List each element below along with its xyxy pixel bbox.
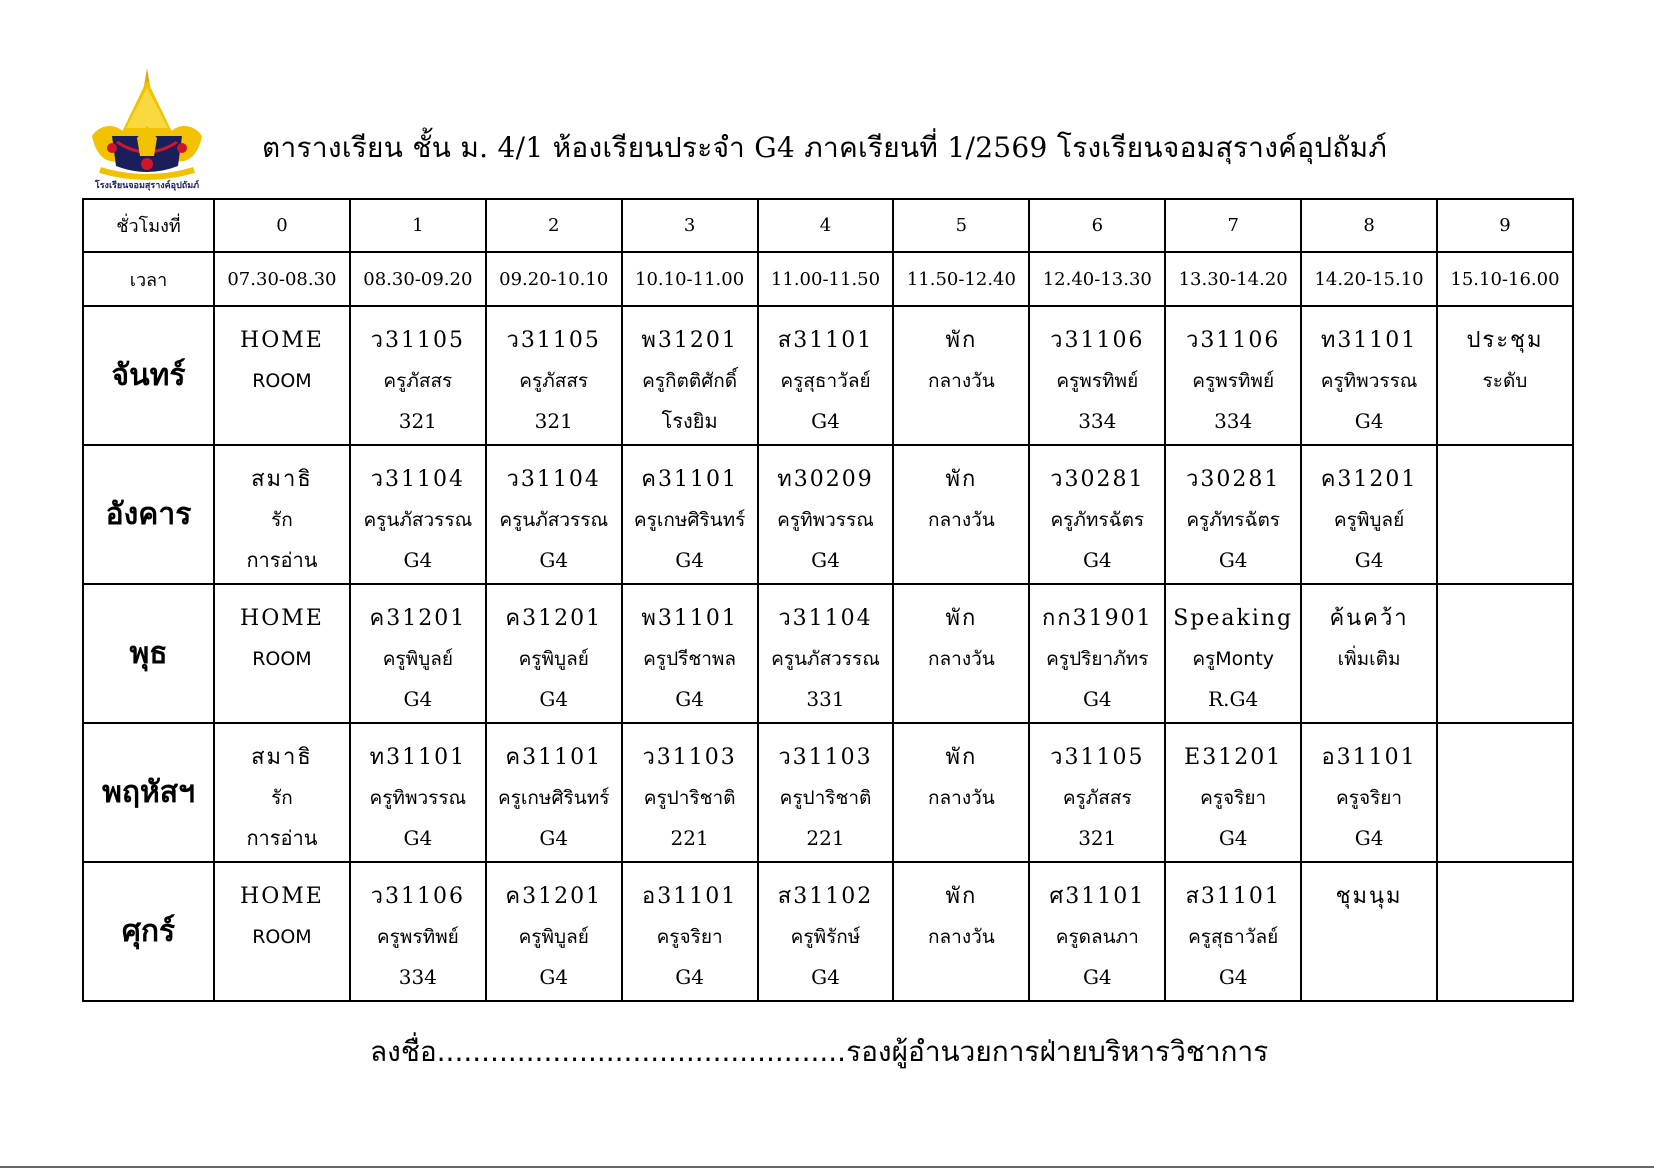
teacher-name — [1438, 778, 1572, 818]
subject-code: ส31102 — [777, 884, 874, 909]
day-label: พฤหัสฯ — [83, 723, 214, 862]
subject-code: พ31201 — [641, 328, 738, 353]
teacher-name: ครูภัสสร — [1062, 787, 1132, 809]
subject-code — [1438, 599, 1572, 639]
schedule-cell — [893, 862, 1029, 1001]
schedule-cell — [1165, 445, 1301, 584]
teacher-name: กลางวัน — [928, 926, 995, 948]
day-row — [83, 584, 1573, 723]
room-number: G4 — [1218, 548, 1248, 572]
room-number — [1438, 957, 1572, 997]
teacher-name — [1438, 639, 1572, 679]
room-number — [1438, 818, 1572, 858]
teacher-name: ครูพรทิพย์ — [1056, 370, 1139, 392]
room-number: G4 — [1082, 687, 1112, 711]
room-number: 334 — [398, 965, 437, 989]
teacher-name: ครูMonty — [1192, 648, 1275, 670]
room-number — [215, 401, 349, 441]
schedule-cell — [214, 445, 350, 584]
room-number: 221 — [670, 826, 709, 850]
teacher-name: ครูจริยา — [1200, 787, 1267, 809]
time-range: 12.40-13.30 — [1029, 252, 1165, 306]
teacher-name: กลางวัน — [928, 787, 995, 809]
room-number: G4 — [1082, 965, 1112, 989]
schedule-cell — [1029, 584, 1165, 723]
schedule-cell — [758, 862, 894, 1001]
teacher-name: ครูภัสสร — [383, 370, 453, 392]
subject-code: พ31101 — [641, 606, 738, 631]
schedule-cell — [1437, 862, 1573, 1001]
teacher-name: ครูจริยา — [656, 926, 723, 948]
teacher-name: ครูปาริชาติ — [779, 787, 872, 809]
day-row — [83, 445, 1573, 584]
subject-code: ค31201 — [505, 884, 603, 909]
schedule-cell — [1301, 445, 1437, 584]
schedule-cell — [1165, 723, 1301, 862]
day-label: พุธ — [83, 584, 214, 723]
subject-code: ว31106 — [1050, 328, 1145, 353]
teacher-name: ROOM — [252, 370, 312, 392]
room-number: G4 — [539, 687, 569, 711]
subject-code: กก31901 — [1041, 606, 1153, 631]
schedule-cell — [758, 445, 894, 584]
schedule-cell — [758, 723, 894, 862]
hour-number: 0 — [214, 199, 350, 252]
room-number: 331 — [806, 687, 845, 711]
schedule-cell — [350, 306, 486, 445]
svg-text:โรงเรียนจอมสุรางค์อุปถัมภ์: โรงเรียนจอมสุรางค์อุปถัมภ์ — [94, 181, 200, 191]
subject-code — [1438, 460, 1572, 500]
schedule-cell — [1437, 723, 1573, 862]
teacher-name: ครูสุธาวัลย์ — [1188, 926, 1279, 948]
hour-label: ชั่วโมงที่ — [83, 199, 214, 252]
time-label: เวลา — [83, 252, 214, 306]
room-number: G4 — [811, 965, 840, 989]
schedule-cell — [622, 862, 758, 1001]
schedule-cell — [486, 445, 622, 584]
subject-code: ท31101 — [1320, 328, 1418, 353]
teacher-name: ครูนภัสวรรณ — [363, 509, 473, 531]
room-number — [215, 679, 349, 719]
subject-code: อ31101 — [642, 884, 738, 909]
room-number — [1438, 401, 1572, 441]
subject-code: ค31201 — [1320, 467, 1418, 492]
schedule-cell — [214, 584, 350, 723]
schedule-cell — [1029, 862, 1165, 1001]
subject-code: ว31104 — [506, 467, 601, 492]
schedule-cell — [1165, 306, 1301, 445]
schedule-cell — [350, 862, 486, 1001]
room-number — [894, 540, 1028, 580]
teacher-name: ROOM — [252, 926, 312, 948]
subject-code: ว31105 — [1050, 745, 1145, 770]
time-range: 07.30-08.30 — [214, 252, 350, 306]
teacher-name: ครูกิตติศักดิ์ — [642, 370, 738, 392]
day-row — [83, 723, 1573, 862]
teacher-name: ครูดลนภา — [1055, 926, 1139, 948]
schedule-cell — [758, 306, 894, 445]
subject-code: ค้นคว้า — [1329, 606, 1409, 631]
hour-number: 9 — [1437, 199, 1573, 252]
schedule-cell — [1301, 306, 1437, 445]
room-number: G4 — [1354, 548, 1384, 572]
subject-code: ว31103 — [642, 745, 737, 770]
subject-code: ท31101 — [369, 745, 467, 770]
teacher-name: ครูภัทรฉัตร — [1186, 509, 1280, 531]
subject-code: พัก — [945, 328, 978, 353]
room-number: 334 — [1214, 409, 1253, 433]
room-number: G4 — [675, 687, 704, 711]
subject-code: ส31101 — [1185, 884, 1281, 909]
schedule-cell — [1165, 862, 1301, 1001]
teacher-name: ครูพิบูลย์ — [518, 926, 589, 948]
subject-code: ศ31101 — [1049, 884, 1146, 909]
teacher-name: ครูนภัสวรรณ — [771, 648, 880, 670]
schedule-cell — [486, 723, 622, 862]
schedule-cell — [1437, 306, 1573, 445]
schedule-cell — [622, 306, 758, 445]
teacher-name: ROOM — [252, 648, 312, 670]
hour-number: 6 — [1029, 199, 1165, 252]
time-row — [83, 252, 1573, 306]
time-range: 11.00-11.50 — [758, 252, 894, 306]
school-logo — [82, 66, 212, 191]
schedule-cell — [893, 723, 1029, 862]
teacher-name: ครูพิบูลย์ — [1333, 509, 1405, 531]
schedule-cell — [486, 862, 622, 1001]
room-number — [894, 818, 1028, 858]
room-number: โรงยิม — [661, 409, 718, 433]
schedule-cell — [893, 445, 1029, 584]
room-number — [1302, 957, 1436, 997]
subject-code: พัก — [945, 884, 978, 909]
room-number — [1438, 540, 1572, 580]
room-number — [1438, 679, 1572, 719]
subject-code: ว31106 — [1186, 328, 1281, 353]
subject-code: ว31103 — [778, 745, 873, 770]
hour-number: 2 — [486, 199, 622, 252]
room-number — [215, 957, 349, 997]
subject-code: ค31201 — [505, 606, 603, 631]
bottom-divider — [0, 1166, 1654, 1168]
subject-code: E31201 — [1184, 745, 1283, 770]
schedule-cell — [214, 723, 350, 862]
subject-code: พัก — [945, 745, 978, 770]
room-number: R.G4 — [1208, 687, 1259, 711]
schedule-cell — [893, 306, 1029, 445]
teacher-name: ครูพิรักษ์ — [790, 926, 861, 948]
schedule-cell — [214, 306, 350, 445]
subject-code: ค31101 — [505, 745, 603, 770]
schedule-cell — [622, 584, 758, 723]
teacher-name: ครูสุธาวัลย์ — [780, 370, 871, 392]
schedule-cell — [1029, 445, 1165, 584]
subject-code: HOME — [240, 606, 324, 631]
schedule-cell — [893, 584, 1029, 723]
time-range: 13.30-14.20 — [1165, 252, 1301, 306]
teacher-name — [1302, 917, 1436, 957]
room-number: 334 — [1078, 409, 1117, 433]
schedule-cell — [622, 445, 758, 584]
subject-code: พัก — [945, 467, 978, 492]
teacher-name: ครูปาริชาติ — [643, 787, 736, 809]
room-number: G4 — [539, 548, 569, 572]
teacher-name: ครูทิพวรรณ — [369, 787, 467, 809]
day-label: จันทร์ — [83, 306, 214, 445]
teacher-name: ครูปรีชาพล — [643, 648, 737, 670]
time-range: 08.30-09.20 — [350, 252, 486, 306]
signature-line: ลงชื่อ..............................................รองผู้อำนวยการฝ่ายบริหารวิชาการ — [370, 1035, 1269, 1068]
schedule-cell — [1301, 862, 1437, 1001]
subject-code: ว31106 — [370, 884, 465, 909]
teacher-name: ครูพิบูลย์ — [382, 648, 453, 670]
room-number: G4 — [539, 826, 569, 850]
day-row — [83, 862, 1573, 1001]
subject-code — [1438, 877, 1572, 917]
day-row — [83, 306, 1573, 445]
subject-code: ท30209 — [777, 467, 874, 492]
room-number: 221 — [806, 826, 845, 850]
subject-code: ค31201 — [369, 606, 467, 631]
room-number: การอ่าน — [246, 826, 318, 850]
room-number — [894, 679, 1028, 719]
room-number: G4 — [675, 548, 704, 572]
teacher-name: ครูเกษศิรินทร์ — [633, 509, 746, 531]
room-number: G4 — [403, 687, 433, 711]
day-label: ศุกร์ — [83, 862, 214, 1001]
day-label: อังคาร — [83, 445, 214, 584]
time-range: 10.10-11.00 — [622, 252, 758, 306]
teacher-name: ครูพรทิพย์ — [1192, 370, 1275, 392]
subject-code: ว31104 — [778, 606, 873, 631]
teacher-name: ครูพรทิพย์ — [376, 926, 459, 948]
teacher-name: เพิ่มเติม — [1337, 648, 1401, 670]
teacher-name: ครูนภัสวรรณ — [499, 509, 609, 531]
subject-code — [1438, 738, 1572, 778]
teacher-name: ครูปริยาภัทร — [1046, 648, 1149, 670]
teacher-name: ครูเกษศิรินทร์ — [498, 787, 610, 809]
room-number — [894, 401, 1028, 441]
hour-number: 7 — [1165, 199, 1301, 252]
schedule-cell — [1301, 584, 1437, 723]
subject-code: พัก — [945, 606, 978, 631]
room-number: G4 — [1218, 826, 1248, 850]
room-number: G4 — [1354, 409, 1384, 433]
schedule-cell — [1301, 723, 1437, 862]
teacher-name: กลางวัน — [928, 648, 995, 670]
time-range: 11.50-12.40 — [893, 252, 1029, 306]
room-number: G4 — [403, 548, 433, 572]
schedule-cell — [1029, 723, 1165, 862]
hour-number: 3 — [622, 199, 758, 252]
time-range: 14.20-15.10 — [1301, 252, 1437, 306]
room-number: G4 — [403, 826, 433, 850]
teacher-name: ครูทิพวรรณ — [1320, 370, 1418, 392]
room-number: G4 — [811, 409, 840, 433]
subject-code: ว30281 — [1050, 467, 1145, 492]
subject-code: สมาธิ — [251, 745, 313, 770]
schedule-cell — [1165, 584, 1301, 723]
teacher-name: ครูทิพวรรณ — [777, 509, 874, 531]
subject-code: ว31104 — [370, 467, 465, 492]
schedule-cell — [1029, 306, 1165, 445]
subject-code: ส31101 — [777, 328, 874, 353]
time-range: 09.20-10.10 — [486, 252, 622, 306]
teacher-name — [1438, 500, 1572, 540]
schedule-cell — [350, 584, 486, 723]
schedule-cell — [1437, 584, 1573, 723]
page-title: ตารางเรียน ชั้น ม. 4/1 ห้องเรียนประจำ G4 ภาคเรียนที่ 1/2569 โรงเรียนจอมสุรางค์อุปถัมภ์ — [262, 131, 1388, 164]
room-number: 321 — [534, 409, 573, 433]
hour-row — [83, 199, 1573, 252]
teacher-name: รัก — [271, 787, 293, 809]
room-number — [894, 957, 1028, 997]
room-number: G4 — [1354, 826, 1384, 850]
teacher-name: ครูภัทรฉัตร — [1050, 509, 1145, 531]
hour-number: 5 — [893, 199, 1029, 252]
hour-number: 4 — [758, 199, 894, 252]
hour-number: 1 — [350, 199, 486, 252]
schedule-cell — [350, 723, 486, 862]
room-number: G4 — [539, 965, 569, 989]
time-range: 15.10-16.00 — [1437, 252, 1573, 306]
room-number: การอ่าน — [246, 548, 318, 572]
subject-code: HOME — [240, 884, 324, 909]
subject-code: ค31101 — [641, 467, 738, 492]
subject-code: อ31101 — [1321, 745, 1417, 770]
teacher-name — [1438, 917, 1572, 957]
schedule-cell — [350, 445, 486, 584]
room-number: 321 — [1078, 826, 1117, 850]
teacher-name: ครูพิบูลย์ — [518, 648, 589, 670]
teacher-name: ครูภัสสร — [519, 370, 589, 392]
schedule-cell — [1437, 445, 1573, 584]
subject-code: ว31105 — [370, 328, 465, 353]
room-number: G4 — [675, 965, 704, 989]
room-number — [1302, 679, 1436, 719]
subject-code: สมาธิ — [251, 467, 313, 492]
teacher-name: ระดับ — [1482, 370, 1528, 392]
room-number: G4 — [1082, 548, 1112, 572]
room-number: G4 — [1218, 965, 1248, 989]
schedule-cell — [758, 584, 894, 723]
schedule-cell — [486, 584, 622, 723]
subject-code: ว31105 — [506, 328, 601, 353]
subject-code: HOME — [240, 328, 324, 353]
room-number: G4 — [811, 548, 840, 572]
schedule-cell — [622, 723, 758, 862]
teacher-name: ครูจริยา — [1336, 787, 1403, 809]
teacher-name: กลางวัน — [928, 509, 995, 531]
schedule-cell — [214, 862, 350, 1001]
subject-code: Speaking — [1173, 606, 1294, 631]
hour-number: 8 — [1301, 199, 1437, 252]
school-emblem-icon — [82, 66, 212, 191]
subject-code: ชุมนุม — [1335, 884, 1403, 909]
room-number: 321 — [398, 409, 437, 433]
subject-code: ว30281 — [1186, 467, 1281, 492]
schedule-cell — [486, 306, 622, 445]
teacher-name: กลางวัน — [928, 370, 995, 392]
class-schedule-table — [82, 198, 1574, 1002]
subject-code: ประชุม — [1466, 328, 1544, 353]
teacher-name: รัก — [271, 509, 293, 531]
